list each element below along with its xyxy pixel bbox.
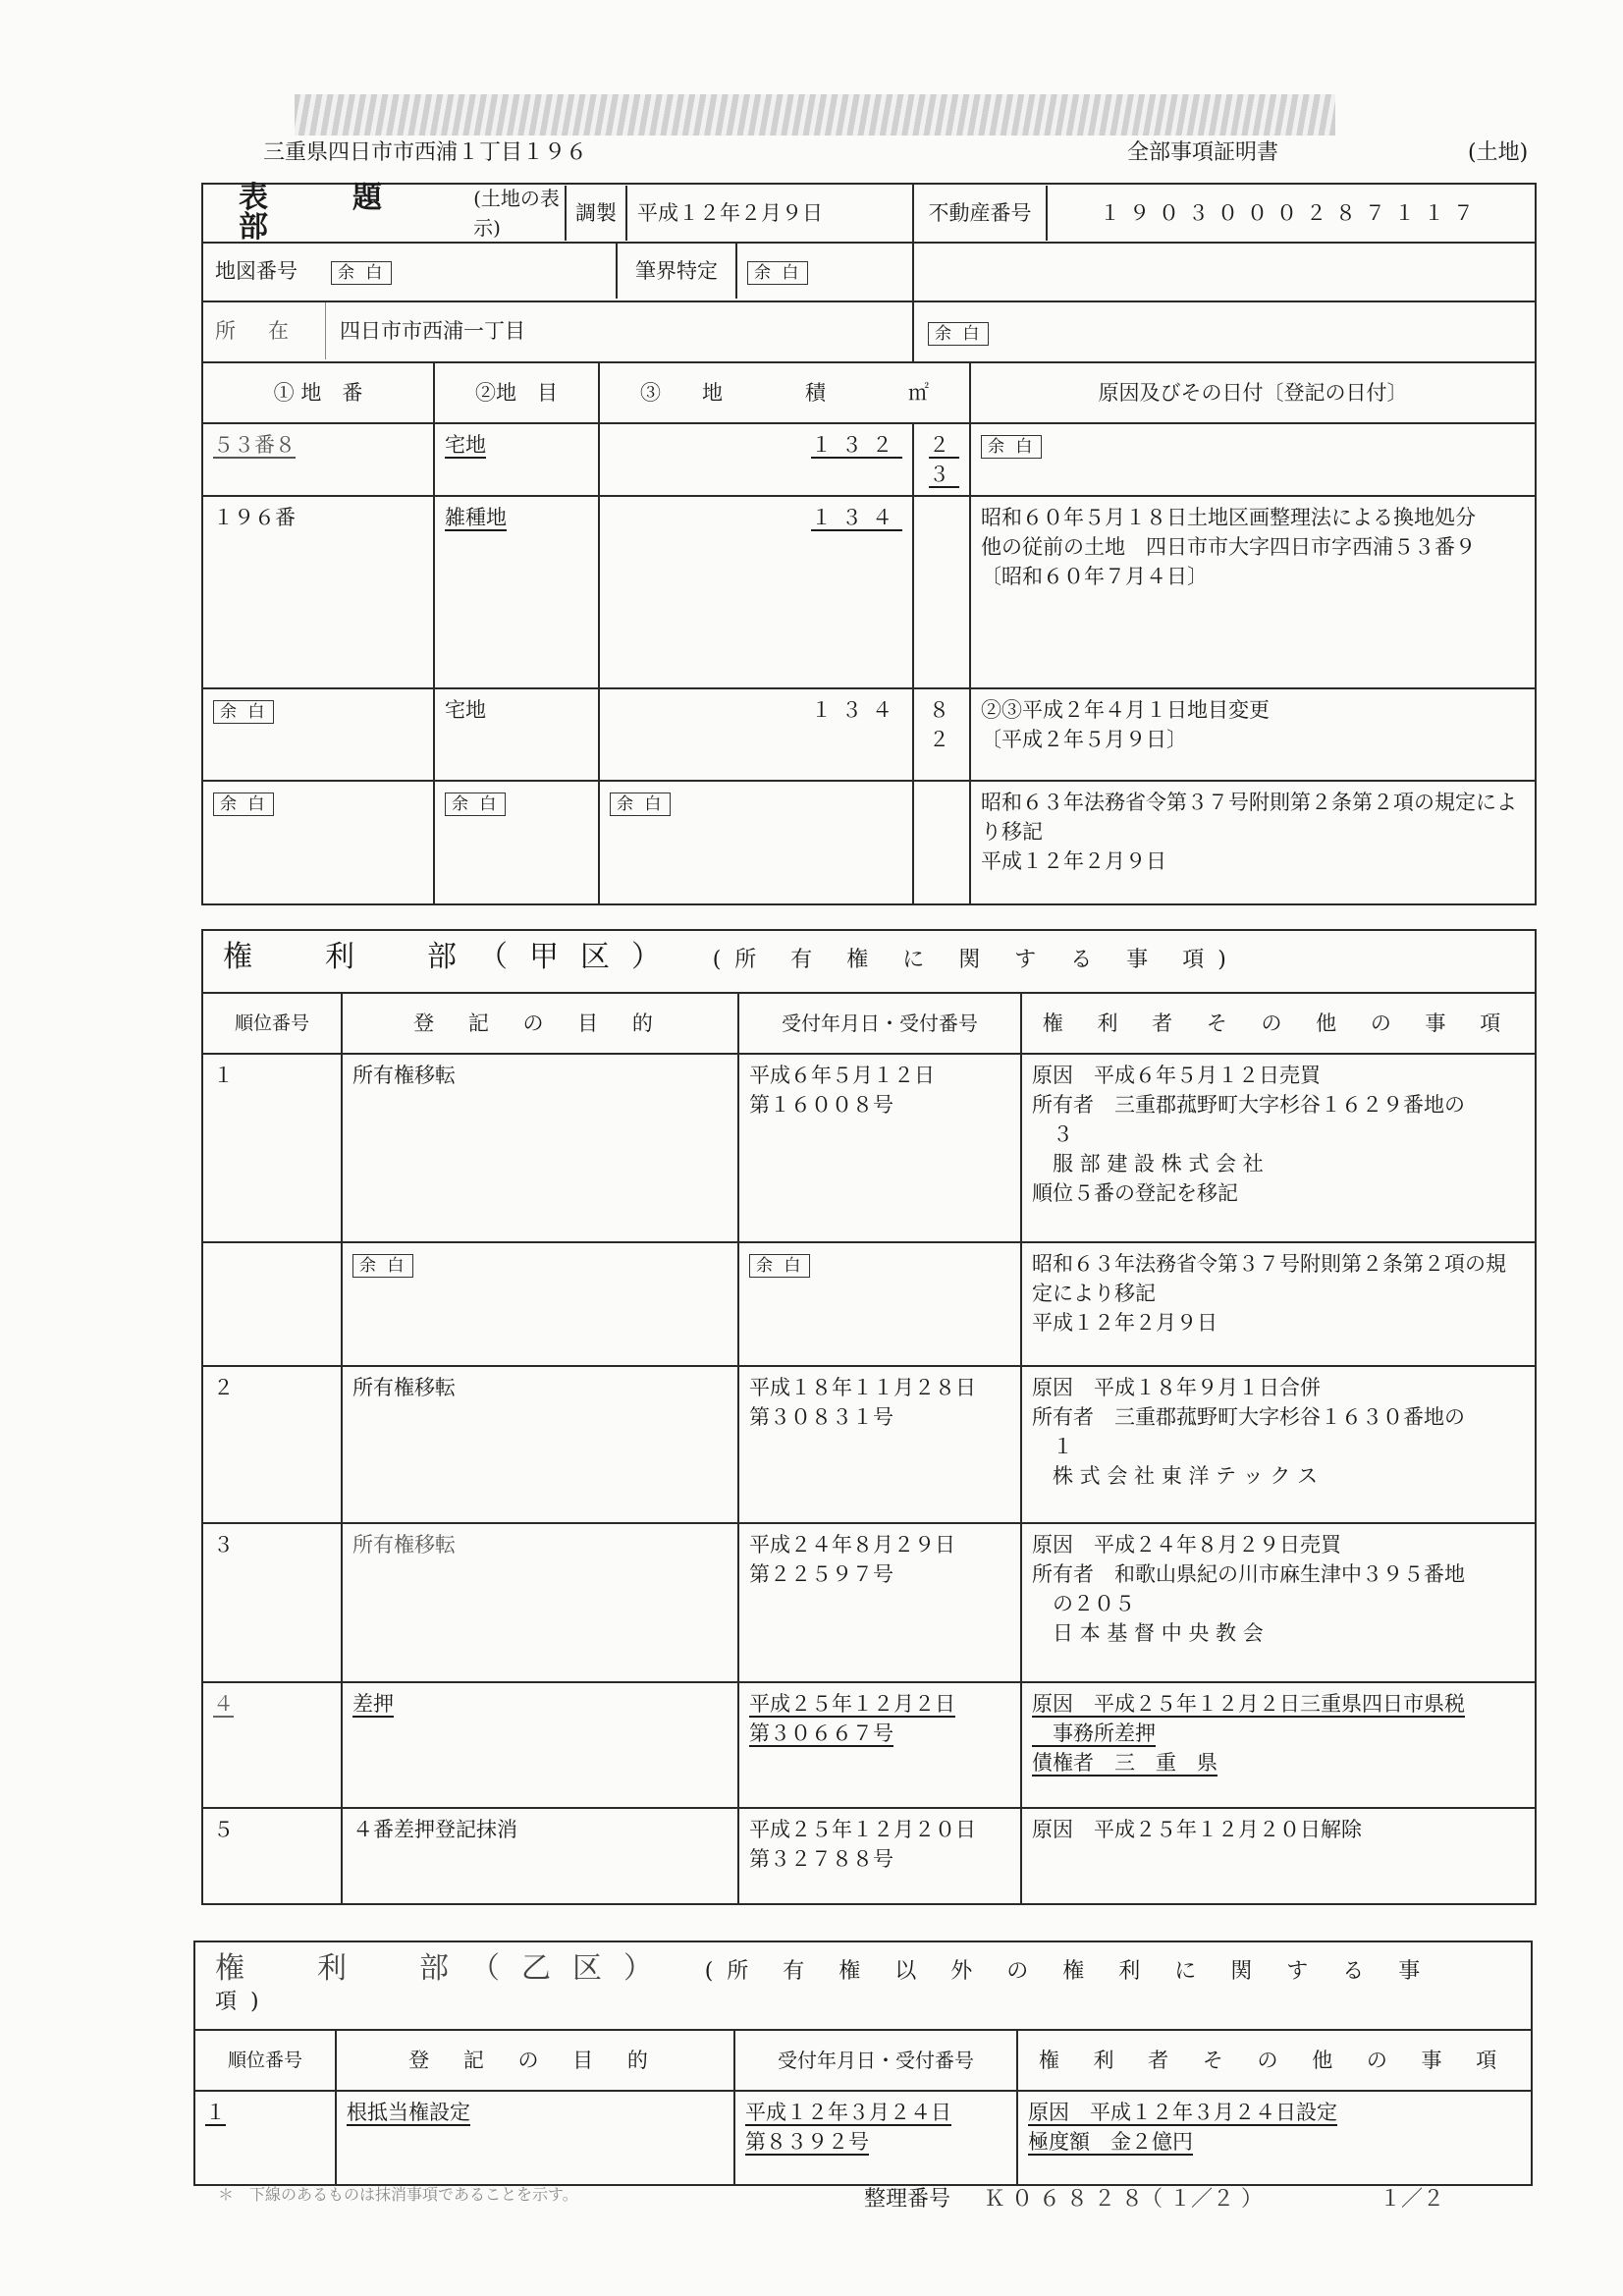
- genin-line: 他の従前の土地 四日市市大字四日市字西浦５３番９: [981, 535, 1477, 559]
- kouku-row: [202, 1054, 1536, 1242]
- seiri-number: Ｋ０６８２８: [984, 2187, 1150, 2212]
- holder-line: 順位５番の登記を移記: [1032, 1181, 1238, 1205]
- col-purpose: 登 記 の 目 的: [342, 993, 738, 1054]
- otsuku-table: [193, 1941, 1533, 2186]
- area-int: １３４: [811, 506, 903, 529]
- date-line: 第３２７８８号: [749, 1847, 893, 1871]
- seiri-label: 整理番号: [864, 2187, 951, 2212]
- hyodai-row: [202, 496, 1536, 688]
- col-chiban: ① 地 番: [202, 362, 434, 423]
- holder-line: 原因 平成２４年８月２９日売買: [1032, 1533, 1341, 1557]
- genin-line: 平成１２年２月９日: [981, 849, 1167, 873]
- rank-no: １: [202, 1054, 342, 1242]
- page-number: １／２: [1380, 2187, 1445, 2212]
- purpose: 所有権移転: [342, 1366, 738, 1523]
- otsuku-row: [194, 2091, 1532, 2185]
- holder-line: 事務所差押: [1032, 1722, 1156, 1745]
- fudosan-number: １９０３０００２８７１１７: [1100, 201, 1484, 225]
- purpose-blank: 余 白: [352, 1254, 413, 1278]
- rank-no: ４: [213, 1692, 234, 1716]
- holder-line: 所有者 和歌山県紀の川市麻生津中３９５番地: [1032, 1562, 1465, 1586]
- shozai-label: 所 在: [215, 319, 295, 343]
- kouku-row: [202, 1523, 1536, 1682]
- chiban: １９６番: [213, 506, 296, 529]
- date-line: 第１６００８号: [749, 1093, 893, 1117]
- date-blank: 余 白: [749, 1254, 810, 1278]
- hyodai-table: [201, 183, 1537, 905]
- kouku-row: [202, 1366, 1536, 1523]
- purpose: 所有権移転: [342, 1523, 738, 1682]
- rank-no: [202, 1242, 342, 1366]
- document-title: 全部事項証明書: [1127, 140, 1279, 165]
- shozai-value: 四日市市西浦一丁目: [325, 302, 525, 359]
- rank-no: ５: [202, 1808, 342, 1904]
- genin-line: 昭和６３年法務省令第３７号附則第２条第２項の規定により移記: [981, 791, 1518, 844]
- col-date: 受付年月日・受付番号: [738, 993, 1021, 1054]
- date-line: 平成１２年３月２４日: [745, 2101, 951, 2124]
- genin-line: ②③平成２年４月１日地目変更: [981, 698, 1271, 722]
- chimoku: 宅地: [445, 433, 486, 457]
- date-line: 第３０６６７号: [749, 1722, 893, 1745]
- hikkai-blank: 余 白: [747, 261, 808, 285]
- header-stamp-smudge: [295, 94, 1335, 136]
- genin-blank: 余 白: [981, 435, 1042, 459]
- holder-line: 平成１２年２月９日: [1032, 1311, 1217, 1335]
- purpose: 差押: [352, 1692, 394, 1716]
- kouku-title: 権 利 部（甲区）: [223, 940, 682, 974]
- col-genin: 原因及びその日付〔登記の日付〕: [970, 362, 1536, 423]
- kouku-row: [202, 1808, 1536, 1904]
- hyodai-subtitle: (土地の表示): [473, 187, 560, 240]
- holder-line: の２０５: [1032, 1592, 1135, 1615]
- chimoku-blank: 余 白: [445, 793, 506, 816]
- col-chiseki: ③ 地 積 ㎡: [599, 362, 970, 423]
- chimoku: 宅地: [445, 698, 486, 722]
- holder-line: 所有者 三重郡菰野町大字杉谷１６３０番地の: [1032, 1405, 1465, 1429]
- chiban-blank: 余 白: [213, 793, 274, 816]
- hikkai-label: 筆界特定: [616, 244, 737, 299]
- shozai-blank: 余 白: [928, 322, 989, 346]
- kouku-row: [202, 1242, 1536, 1366]
- holder-line: 日 本 基 督 中 央 教 会: [1032, 1621, 1264, 1645]
- holder-line: 原因 平成２５年１２月２日三重県四日市県税: [1032, 1692, 1465, 1716]
- chiban: ５３番８: [213, 433, 296, 457]
- otsuku-title: 権 利 部（乙区）: [215, 1951, 675, 1986]
- col-no: 順位番号: [194, 2030, 336, 2091]
- hyodai-row: [202, 781, 1536, 904]
- col-holder: 権 利 者 そ の 他 の 事 項: [1017, 2030, 1532, 2091]
- holder-line: 極度額 金２億円: [1028, 2130, 1193, 2154]
- col-no: 順位番号: [202, 993, 342, 1054]
- chizu-label: 地図番号: [215, 259, 298, 283]
- rank-no: １: [205, 2101, 226, 2124]
- holder-line: 服 部 建 設 株 式 会 社: [1032, 1152, 1264, 1175]
- date-line: 第３０８３１号: [749, 1405, 893, 1429]
- holder-line: 原因 平成１８年９月１日合併: [1032, 1376, 1321, 1399]
- chiban-blank: 余 白: [213, 700, 274, 724]
- purpose: 根抵当権設定: [347, 2101, 470, 2124]
- footer-note: ＊ 下線のあるものは抹消事項であることを示す。: [218, 2185, 578, 2204]
- hyodai-row: [202, 423, 1536, 496]
- rank-no: ２: [202, 1366, 342, 1523]
- holder-line: ３: [1032, 1122, 1073, 1146]
- area-int: １３２: [811, 433, 903, 457]
- date-line: 平成６年５月１２日: [749, 1064, 935, 1087]
- fudosan-label: 不動産番号: [914, 186, 1048, 241]
- holder-line: 株 式 会 社 東 洋 テ ッ ク ス: [1032, 1464, 1319, 1488]
- col-holder: 権 利 者 そ の 他 の 事 項: [1021, 993, 1536, 1054]
- property-address: 三重県四日市市西浦１丁目１９６: [263, 140, 588, 165]
- holder-line: 所有者 三重郡菰野町大字杉谷１６２９番地の: [1032, 1093, 1465, 1117]
- holder-line: 原因 平成６年５月１２日売買: [1032, 1064, 1321, 1087]
- date-line: 第２２５９７号: [749, 1562, 893, 1586]
- holder-line: 原因 平成２５年１２月２０日解除: [1032, 1818, 1362, 1841]
- holder-line: 昭和６３年法務省令第３７号附則第２条第２項の規定により移記: [1032, 1252, 1506, 1305]
- date-line: 平成１８年１１月２８日: [749, 1376, 976, 1399]
- col-purpose: 登 記 の 目 的: [336, 2030, 734, 2091]
- date-line: 平成２４年８月２９日: [749, 1533, 955, 1557]
- kouku-row: [202, 1682, 1536, 1808]
- col-date: 受付年月日・受付番号: [734, 2030, 1017, 2091]
- date-line: 第８３９２号: [745, 2130, 869, 2154]
- chosei-date: 平成１２年２月９日: [637, 201, 824, 225]
- seiri-page: （ １／２ ）: [1141, 2187, 1263, 2212]
- chimoku: 雑種地: [445, 506, 507, 529]
- purpose: 所有権移転: [342, 1054, 738, 1242]
- holder-line: 債権者 三 重 県: [1032, 1751, 1217, 1775]
- chizu-blank: 余 白: [331, 261, 392, 285]
- holder-line: １: [1032, 1435, 1073, 1458]
- area-blank: 余 白: [610, 793, 671, 816]
- otsuku-subtitle: (所 有 権 以 外 の 権 利 に 関 す る 事 項): [215, 1959, 1434, 2014]
- area-dec: ８２: [929, 698, 960, 751]
- chosei-label: 調製: [565, 186, 627, 241]
- holder-line: 原因 平成１２年３月２４日設定: [1028, 2101, 1337, 2124]
- hyodai-row: [202, 688, 1536, 781]
- purpose: ４番差押登記抹消: [342, 1808, 738, 1904]
- rank-no: ３: [202, 1523, 342, 1682]
- hyodai-title: 表 題 部: [239, 181, 466, 245]
- genin-line: 〔昭和６０年７月４日〕: [981, 565, 1209, 588]
- genin-line: 〔平成２年５月９日〕: [981, 728, 1188, 751]
- genin-line: 昭和６０年５月１８日土地区画整理法による換地処分: [981, 506, 1477, 529]
- kouku-table: [201, 929, 1537, 1905]
- document-kind: (土地): [1468, 140, 1529, 165]
- kouku-subtitle: (所 有 権 に 関 す る 事 項): [712, 948, 1240, 972]
- date-line: 平成２５年１２月２日: [749, 1692, 955, 1716]
- area-dec: ２３: [929, 433, 960, 486]
- col-chimoku: ②地 目: [434, 362, 599, 423]
- area-int: １３４: [811, 698, 903, 722]
- date-line: 平成２５年１２月２０日: [749, 1818, 976, 1841]
